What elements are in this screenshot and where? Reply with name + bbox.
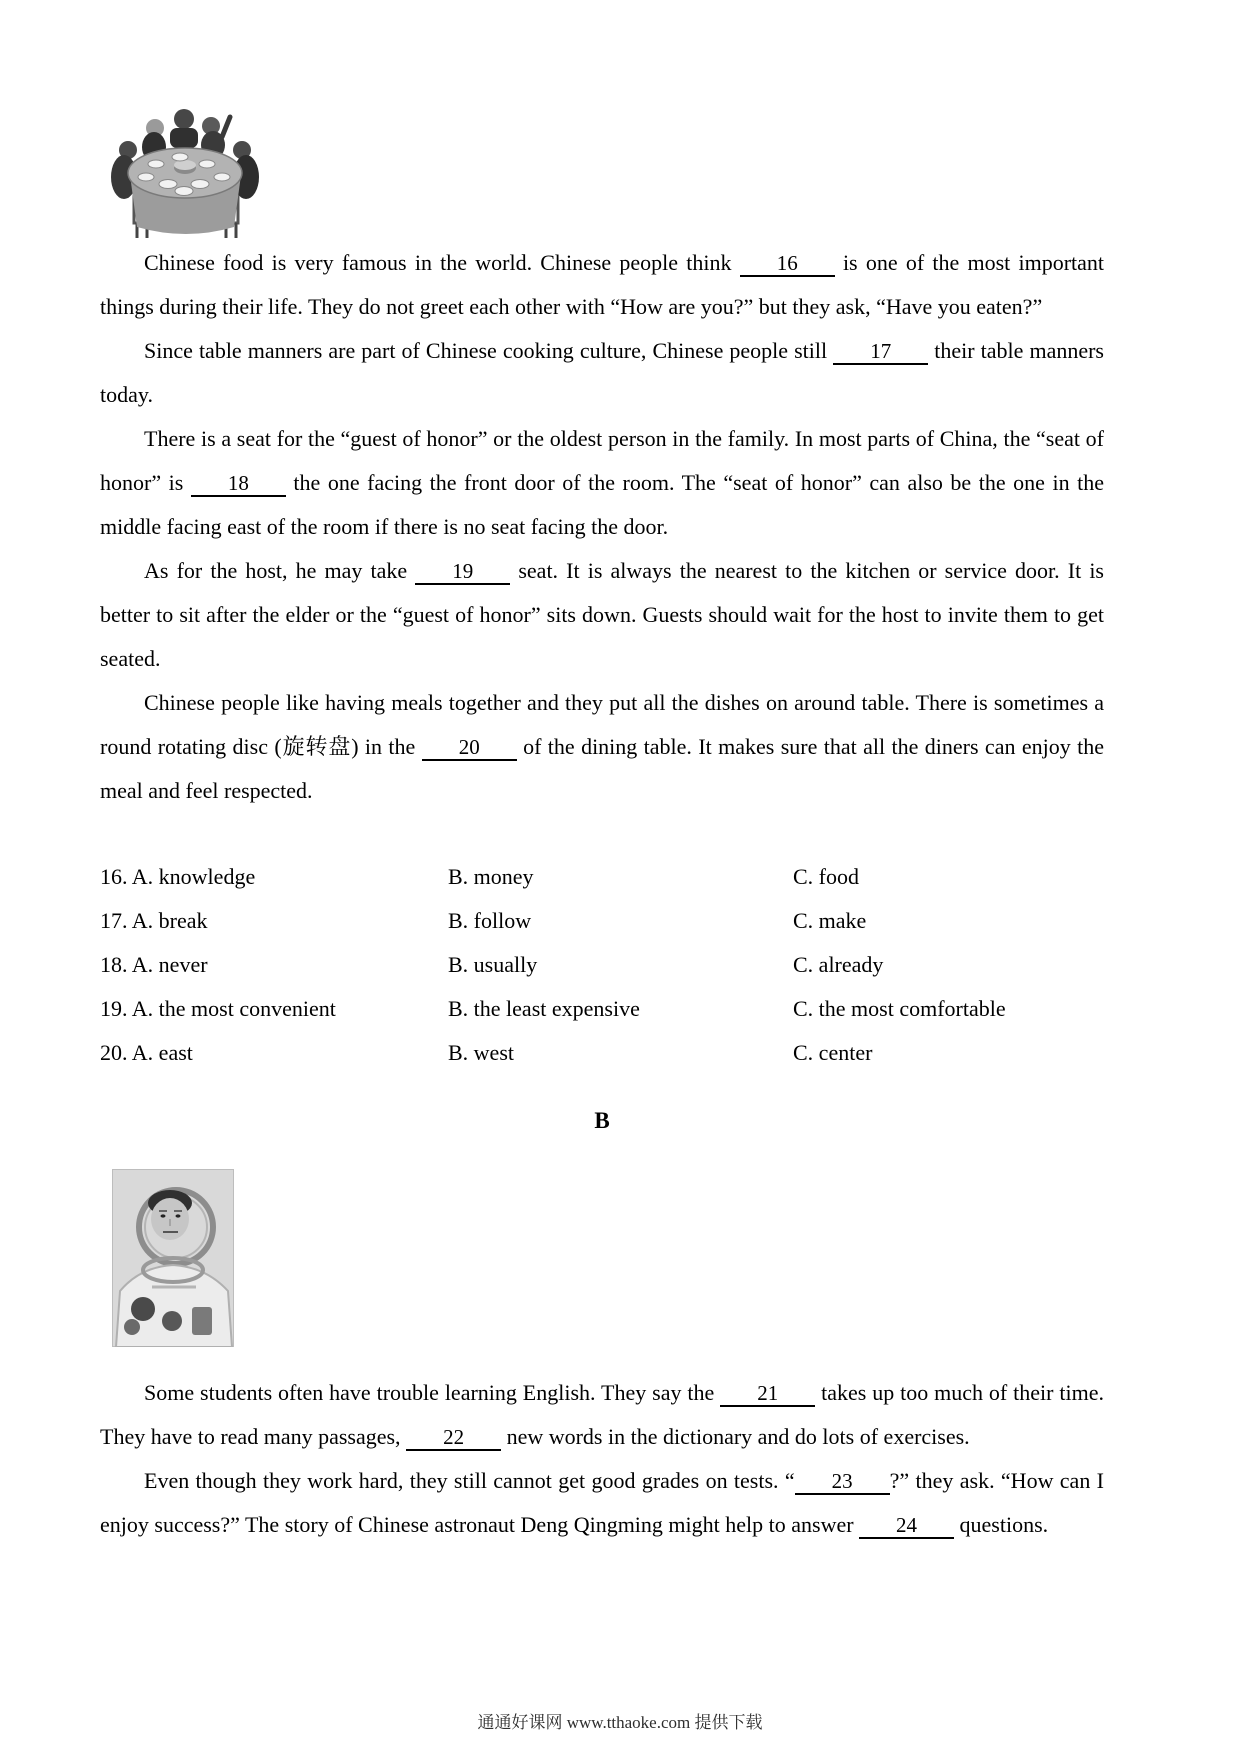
paragraph: Chinese people like having meals together and they put all the dishes on around table. There is sometimes a round rotating disc (旋转盘) in the 20 of the dining table. It makes sure that all the diners can enjoy the meal and feel respected. [100,690,1104,803]
option-a: 20. A. east [100,1040,193,1065]
cloze-blank-17: 17 [833,339,928,365]
cloze-blank-18: 18 [191,471,286,497]
paragraph: As for the host, he may take 19 seat. It is always the nearest to the kitchen or service door. It is better to sit after the elder or the “guest of honor” sits down. Guests should wait for the host to invite them to get seated. [100,558,1104,671]
passage-a [100,241,1104,813]
option-b: B. the least expensive [448,996,640,1021]
cloze-blank-22: 22 [406,1425,501,1451]
question-options-row [100,899,1104,943]
cloze-blank-20: 20 [422,735,517,761]
question-options-row [100,1031,1104,1075]
cloze-blank-23: 23 [795,1469,890,1495]
paragraph: Some students often have trouble learning English. They say the 21 takes up too much of their time. They have to read many passages, 22 new words in the dictionary and do lots of exercises. [100,1380,1104,1449]
option-c: C. center [793,1040,873,1065]
option-a: 16. A. knowledge [100,864,256,889]
cloze-blank-16: 16 [740,251,835,277]
question-options-row [100,943,1104,987]
paragraph: Chinese food is very famous in the world. Chinese people think 16 is one of the most important things during their life. They do not greet each other with “How are you?” but they ask, “Have you eaten?” [100,250,1105,319]
option-c: C. the most comfortable [793,996,1006,1021]
option-a: 18. A. never [100,952,208,977]
astronaut-photo [112,1169,234,1347]
option-c: C. already [793,952,884,977]
family-dinner-illustration [110,95,262,241]
cloze-blank-21: 21 [720,1381,815,1407]
paragraph: Since table manners are part of Chinese cooking culture, Chinese people still 17 their table manners today. [100,338,1104,407]
option-b: B. follow [448,908,532,933]
passage-b [100,1371,1104,1547]
paragraph: There is a seat for the “guest of honor” or the oldest person in the family. In most parts of China, the “seat of honor” is 18 the one facing the front door of the room. The “seat of honor” can also be the one in the middle facing east of the room if there is no seat facing the door. [100,426,1104,539]
paragraph: Even though they work hard, they still cannot get good grades on tests. “ 23 ?” they ask. “How can I enjoy success?” The story of Chinese astronaut Deng Qingming might help to answer 24 questions. [100,1468,1104,1537]
cloze-blank-24: 24 [859,1513,954,1539]
option-b: B. money [448,864,534,889]
option-c: C. food [793,864,859,889]
section-b-header: B [594,1108,610,1133]
question-options-row [100,987,1104,1031]
options-list [100,855,1104,1075]
cloze-blank-19: 19 [415,559,510,585]
option-a: 19. A. the most convenient [100,996,336,1021]
option-c: C. make [793,908,867,933]
page-footer: 通通好课网 www.tthaoke.com 提供下载 [477,1713,763,1732]
question-options-row [100,855,1104,899]
option-a: 17. A. break [100,908,208,933]
option-b: B. usually [448,952,538,977]
option-b: B. west [448,1040,514,1065]
